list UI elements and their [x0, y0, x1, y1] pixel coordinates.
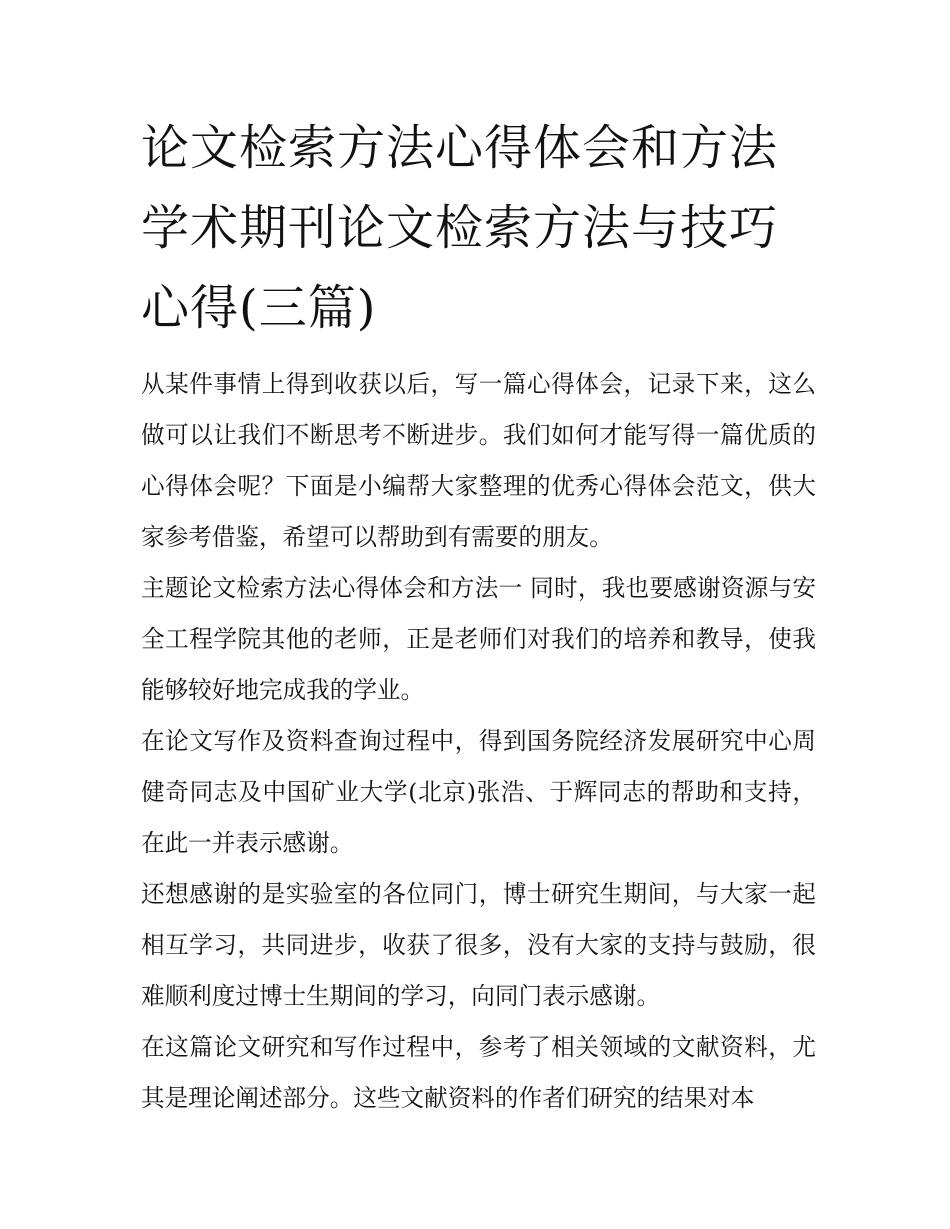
paragraph-thanks-colleagues: 在论文写作及资料查询过程中，得到国务院经济发展研究中心周健奇同志及中国矿业大学(北京)张浩、于辉同志的帮助和支持，在此一并表示感谢。 [141, 727, 816, 857]
paragraph-intro: 从某件事情上得到收获以后，写一篇心得体会，记录下来，这么做可以让我们不断思考不断进步。我们如何才能写得一篇优质的心得体会呢？下面是小编帮大家整理的优秀心得体会范文，供大家参考借鉴，希望可以帮助到有需要的朋友。 [141, 370, 816, 551]
paragraph-thanks-lab: 还想感谢的是实验室的各位同门，博士研究生期间，与大家一起相互学习，共同进步，收获了很多，没有大家的支持与鼓励，很难顺利度过博士生期间的学习，向同门表示感谢。 [141, 880, 816, 1010]
paragraph-references: 在这篇论文研究和写作过程中，参考了相关领域的文献资料，尤其是理论阐述部分。这些文献资料的作者们研究的结果对本 [141, 1033, 816, 1112]
document-title: 论文检索方法心得体会和方法学术期刊论文检索方法与技巧心得(三篇) [141, 120, 779, 336]
paragraph-thanks-teachers: 主题论文检索方法心得体会和方法一 同时，我也要感谢资源与安全工程学院其他的老师，正是老师们对我们的培养和教导，使我能够较好地完成我的学业。 [141, 574, 816, 704]
document-body [141, 108, 816, 1124]
